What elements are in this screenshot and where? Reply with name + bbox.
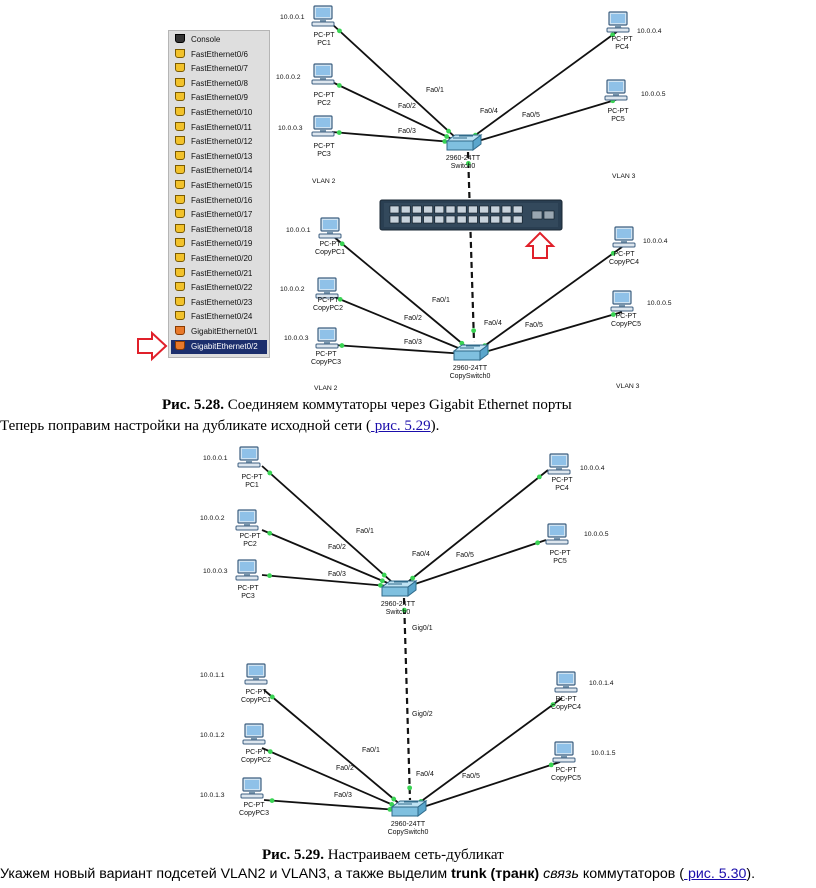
port-label: Fa0/4 [484,320,502,327]
port-label: Fa0/3 [398,128,416,135]
figure-link-5-29[interactable]: рис. 5.29 [370,418,431,434]
ip-address-label: 10.0.0.5 [641,91,666,98]
link-light [407,785,412,790]
port-menu-label: FastEthernet0/6 [191,49,248,59]
pc-type-label: PC-PT [239,533,261,540]
pc-icon[interactable] [316,328,338,348]
ip-address-label: 10.0.0.3 [203,568,228,575]
link-light [267,471,272,476]
link-light [268,749,273,754]
cable-link [406,540,546,587]
link-light [549,762,554,767]
port-menu-label: FastEthernet0/20 [191,254,253,263]
pc-icon[interactable] [316,278,338,298]
pc-type-label: PC-PT [319,241,341,248]
pc-name-label: PC2 [243,541,257,548]
switch-port [491,216,500,223]
port-label: Fa0/4 [416,771,434,778]
vlan-label: VLAN 3 [612,173,636,180]
cable-link [332,24,456,138]
pc-icon[interactable] [312,64,334,84]
switch-model-label: 2960-24TT [390,821,426,828]
port-label: Fa0/2 [404,315,422,322]
caption-text: Соединяем коммутаторы через Gigabit Ethernet порты [223,397,572,413]
port-label: Fa0/4 [480,108,498,115]
link-light [537,475,542,480]
switch-port [457,206,466,213]
cable-link [262,466,392,582]
pc-icon[interactable] [236,560,258,580]
switch-port [412,216,421,223]
pc-name-label: PC4 [555,485,569,492]
port-label: Fa0/4 [412,551,430,558]
pc-type-label: PC-PT [551,477,573,484]
pc-name-label: PC1 [245,482,259,489]
port-menu-label: FastEthernet0/14 [191,166,253,176]
port-label: Fa0/3 [404,339,422,346]
link-light [337,130,342,135]
paragraph-2 [0,866,755,882]
pc-name-label: CopyPC3 [239,810,269,817]
ip-address-label: 10.0.0.4 [580,465,605,472]
port-menu-label: FastEthernet0/22 [191,283,253,293]
switch-port [446,206,455,213]
port-label: Fa0/1 [362,747,380,754]
pc-icon[interactable] [241,778,263,798]
switch-icon[interactable] [382,581,416,596]
cable-link [466,28,622,142]
cable-link [262,575,388,586]
ip-address-label: 10.0.0.2 [276,74,301,81]
pc-name-label: CopyPC4 [609,259,639,266]
switch-port [412,206,421,213]
switch-icon[interactable] [447,135,481,150]
switch-front-panel [380,200,562,230]
port-label: Fa0/5 [525,322,543,329]
ip-address-label: 10.0.0.1 [286,227,311,234]
switch-name-label: Switch0 [385,609,411,616]
pc-icon[interactable] [312,116,334,136]
port-menu-label: FastEthernet0/24 [191,312,253,322]
vlan-label: VLAN 2 [312,178,336,185]
port-label: Fa0/1 [356,528,374,535]
port-menu-label: FastEthernet0/7 [191,64,248,74]
pc-type-label: PC-PT [611,36,633,43]
switch-model-label: 2960-24TT [380,601,416,608]
pc-type-label: PC-PT [243,802,265,809]
port-menu-label: FastEthernet0/12 [191,137,253,147]
switch-port [457,216,466,223]
ip-address-label: 10.0.1.4 [589,680,614,687]
switch-port [390,216,399,223]
figure-caption-5-28 [162,397,572,414]
pc-icon[interactable] [613,227,635,247]
pc-type-label: PC-PT [317,297,339,304]
port-menu-label: FastEthernet0/23 [191,297,253,307]
pc-icon[interactable] [238,447,260,467]
pc-type-label: PC-PT [549,550,571,557]
pc-name-label: PC2 [317,100,331,107]
switch-name-label: CopySwitch0 [387,829,429,836]
vlan-label: VLAN 2 [314,385,338,392]
port-label: Fa0/3 [328,571,346,578]
red-arrow-right-icon [138,333,166,359]
link-light [382,573,387,578]
link-light [340,343,345,348]
uplink-port [532,211,542,219]
pc-type-label: PC-PT [555,767,577,774]
paragraph-end: ). [746,866,756,882]
pc-name-label: CopyPC2 [241,757,271,764]
pc-icon[interactable] [312,6,334,26]
figure-caption-5-29 [262,847,504,864]
pc-type-label: PC-PT [613,251,635,258]
port-menu-label: FastEthernet0/21 [191,268,253,278]
switch-name-label: CopySwitch0 [449,373,491,380]
switch-port [480,206,489,213]
pc-icon[interactable] [245,664,267,684]
pc-type-label: PC-PT [245,749,267,756]
ip-address-label: 10.0.0.1 [280,14,305,21]
pc-icon[interactable] [605,80,627,100]
switch-port [424,206,433,213]
cable-link [468,98,622,144]
ip-address-label: 10.0.0.4 [637,28,662,35]
port-menu-label: GigabitEthernet0/2 [191,341,258,351]
switch-port [468,216,477,223]
link-light [471,328,476,333]
switch-port [513,206,522,213]
figure-link-5-30[interactable]: рис. 5.30 [684,866,747,882]
pc-icon[interactable] [319,218,341,238]
pc-name-label: CopyPC1 [241,697,271,704]
pc-icon[interactable] [553,742,575,762]
port-menu-label: FastEthernet0/11 [191,122,252,132]
port-menu-label: FastEthernet0/13 [191,151,253,161]
paragraph-text: Укажем новый вариант подсетей VLAN2 и VLAN3, а также выделим [0,866,452,882]
port-label: Fa0/2 [328,544,346,551]
pc-type-label: PC-PT [615,313,637,320]
link-light [267,573,272,578]
caption-text: Настраиваем сеть-дубликат [323,847,504,863]
pc-name-label: PC4 [615,44,629,51]
link-light [391,797,396,802]
ip-address-label: 10.0.0.4 [643,238,668,245]
link-light [444,134,449,139]
port-menu-label: FastEthernet0/17 [191,210,253,220]
link-light [535,540,540,545]
ip-address-label: 10.0.0.5 [647,300,672,307]
port-label: Fa0/5 [462,773,480,780]
pc-name-label: PC3 [241,593,255,600]
pc-type-label: PC-PT [313,92,335,99]
port-menu-label: FastEthernet0/18 [191,224,253,234]
switch-port [502,206,511,213]
pc-name-label: CopyPC1 [315,249,345,256]
switch-icon[interactable] [454,345,488,360]
switch-port [435,206,444,213]
pc-icon[interactable] [243,724,265,744]
switch-port [390,206,399,213]
cable-link [332,296,468,352]
port-menu-label: FastEthernet0/19 [191,239,253,249]
cable-link [414,762,560,810]
link-light [267,531,272,536]
port-label: Fa0/5 [456,552,474,559]
pc-name-label: PC1 [317,40,331,47]
cable-link [334,237,470,350]
pc-name-label: PC3 [317,151,331,158]
pc-name-label: PC5 [553,558,567,565]
port-label: Fa0/2 [398,103,416,110]
cable-link [404,470,548,585]
paragraph-1 [0,418,439,435]
paragraph-text-2: коммутаторов ( [578,866,685,882]
pc-name-label: CopyPC5 [611,321,641,328]
cable-link [412,698,562,808]
pc-name-label: CopyPC2 [313,305,343,312]
link-light [410,576,415,581]
port-menu-label: FastEthernet0/8 [191,78,248,88]
link-light [337,28,342,33]
switch-port [446,216,455,223]
trunk-link [468,152,474,342]
port-menu-label: FastEthernet0/9 [191,93,248,103]
pc-type-label: PC-PT [237,585,259,592]
switch-model-label: 2960-24TT [452,365,488,372]
cable-link [334,345,466,354]
ip-address-label: 10.0.0.2 [200,515,225,522]
switch-port [468,206,477,213]
cable-link [264,690,402,806]
ip-address-label: 10.0.1.2 [200,732,225,739]
switch-port [435,216,444,223]
ip-address-label: 10.0.1.5 [591,750,616,757]
switch-port [424,216,433,223]
ip-address-label: 10.0.1.3 [200,792,225,799]
caption-label: Рис. 5.29. [262,847,324,863]
pc-type-label: PC-PT [313,143,335,150]
pc-name-label: CopyPC3 [311,359,341,366]
port-menu-label: FastEthernet0/16 [191,195,253,205]
switch-port [480,216,489,223]
switch-name-label: Switch0 [450,163,476,170]
vlan-label: VLAN 3 [616,383,640,390]
pc-name-label: PC5 [611,116,625,123]
pc-type-label: PC-PT [241,474,263,481]
port-label: Fa0/2 [336,765,354,772]
switch-port [401,216,410,223]
pc-icon[interactable] [236,510,258,530]
cable-link [332,132,452,142]
uplink-port [544,211,554,219]
pc-type-label: PC-PT [245,689,267,696]
link-light [446,129,451,134]
pc-icon[interactable] [607,12,629,32]
switch-port [491,206,500,213]
paragraph-end: ). [430,418,440,434]
pc-icon[interactable] [611,291,633,311]
paragraph-text: Теперь поправим настройки на дубликате исходной сети ( [0,418,371,434]
red-arrow-up-icon [527,233,553,258]
pc-name-label: CopyPC4 [551,704,581,711]
pc-name-label: CopyPC5 [551,775,581,782]
port-label: Fa0/1 [426,87,444,94]
switch-port [513,216,522,223]
cable-link [262,748,400,808]
trunk-link [404,598,410,800]
cable-link [264,800,398,810]
ip-address-label: 10.0.0.1 [203,455,228,462]
cable-link [478,312,622,354]
pc-type-label: PC-PT [555,696,577,703]
port-label: Fa0/1 [432,297,450,304]
switch-port [502,216,511,223]
port-label: Fa0/3 [334,792,352,799]
cable-link [476,247,622,352]
switch-icon[interactable] [392,801,426,816]
link-term: связь [539,866,579,882]
pc-icon[interactable] [546,524,568,544]
port-menu-label: Console [191,35,221,44]
caption-label: Рис. 5.28. [162,397,224,413]
link-light [337,83,342,88]
port-label: Fa0/5 [522,112,540,119]
ip-address-label: 10.0.1.1 [200,672,225,679]
port-menu-label: GigabitEthernet0/1 [191,327,258,336]
pc-icon[interactable] [548,454,570,474]
switch-port [401,206,410,213]
ip-address-label: 10.0.0.5 [584,531,609,538]
ip-address-label: 10.0.0.2 [280,286,305,293]
trunk-port-label: Gig0/2 [412,711,433,718]
ip-address-label: 10.0.0.3 [284,335,309,342]
pc-icon[interactable] [555,672,577,692]
trunk-port-label: Gig0/1 [412,625,433,632]
port-menu-label: FastEthernet0/10 [191,108,253,117]
link-light [380,578,385,583]
pc-type-label: PC-PT [315,351,337,358]
link-light [270,798,275,803]
ip-address-label: 10.0.0.3 [278,125,303,132]
pc-type-label: PC-PT [607,108,629,115]
pc-type-label: PC-PT [313,32,335,39]
port-menu-label: FastEthernet0/15 [191,181,253,190]
switch-model-label: 2960-24TT [445,155,481,162]
trunk-term: trunk (транк) [451,866,540,882]
